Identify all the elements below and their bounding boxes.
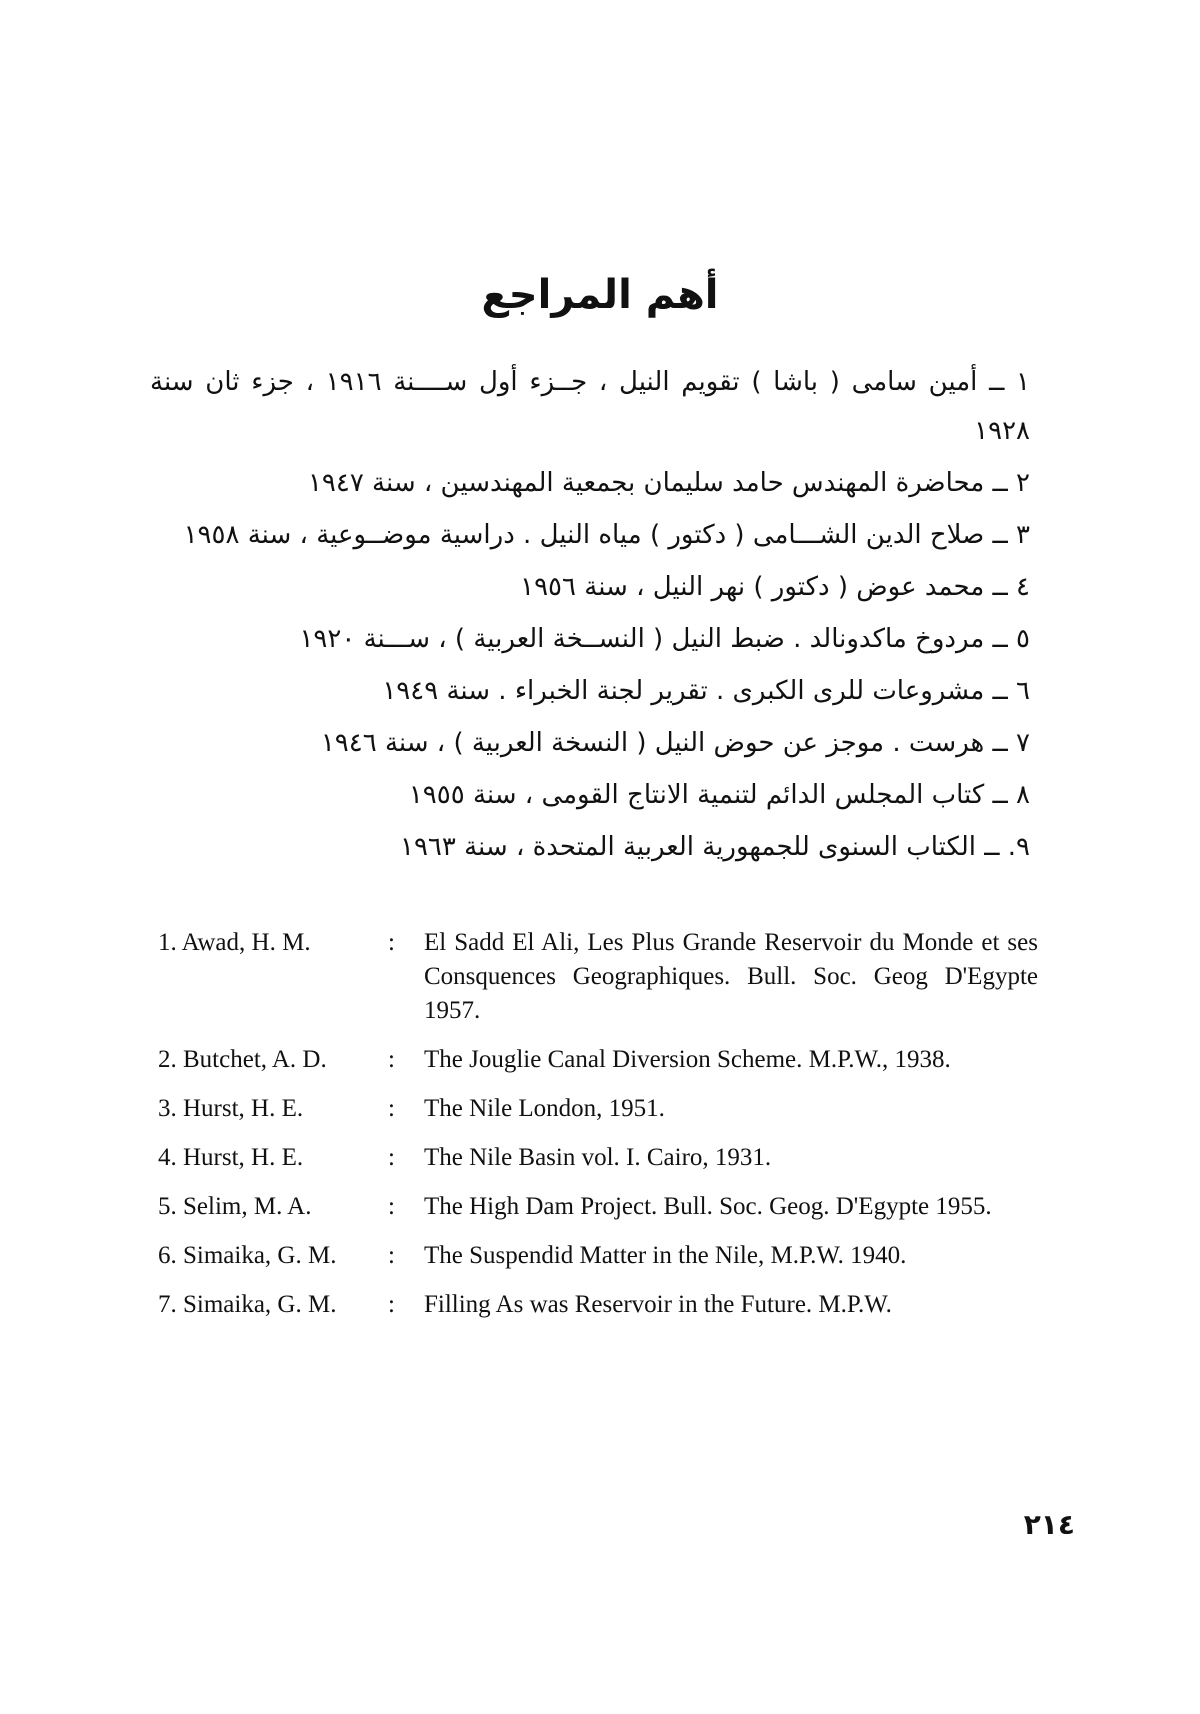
reference-colon: : bbox=[388, 1095, 395, 1122]
reference-title: Filling As was Reservoir in the Future. M.P.W. bbox=[424, 1291, 892, 1318]
reference-colon: : bbox=[388, 1193, 395, 1220]
arabic-reference-7: ٧ ــ هرست . موجز عن حوض النيل ( النسخة العربية ) ، سنة ١٩٤٦ bbox=[320, 728, 1030, 758]
reference-author: 5. Selim, M. A. bbox=[158, 1193, 312, 1220]
reference-author: 7. Simaika, G. M. bbox=[158, 1291, 337, 1318]
reference-title: The Nile London, 1951. bbox=[424, 1095, 665, 1122]
reference-author: 1. Awad, H. M. bbox=[158, 929, 311, 956]
reference-colon: : bbox=[388, 1144, 395, 1171]
english-reference bbox=[158, 1239, 1038, 1273]
english-reference bbox=[158, 1043, 1038, 1077]
arabic-reference-5: ٥ ــ مردوخ ماكدونالد . ضبط النيل ( النســخة العربية ) ، ســـنة ١٩٢٠ bbox=[299, 624, 1030, 654]
reference-author: 3. Hurst, H. E. bbox=[158, 1095, 304, 1122]
arabic-reference-3: ٣ ــ صلاح الدين الشـــامى ( دكتور ) مياه النيل . دراسية موضــوعية ، سنة ١٩٥٨ bbox=[183, 520, 1030, 550]
arabic-reference-1: ١ ــ أمين سامى ( باشا ) تقويم النيل ، جــزء أول ســــنة ١٩١٦ ، جزء ثان سنة ١٩٢٨ bbox=[150, 367, 1030, 446]
arabic-reference-4: ٤ ــ محمد عوض ( دكتور ) نهر النيل ، سنة ١٩٥٦ bbox=[520, 572, 1030, 602]
english-reference bbox=[158, 926, 1038, 1028]
reference-colon: : bbox=[388, 1242, 395, 1269]
reference-colon: : bbox=[388, 1291, 395, 1318]
arabic-reference-2: ٢ ــ محاضرة المهندس حامد سليمان بجمعية المهندسين ، سنة ١٩٤٧ bbox=[307, 468, 1030, 498]
reference-title: The High Dam Project. Bull. Soc. Geog. D'Egypte 1955. bbox=[424, 1193, 992, 1220]
reference-colon: : bbox=[388, 929, 395, 956]
reference-title: The Suspendid Matter in the Nile, M.P.W. 1940. bbox=[424, 1242, 907, 1269]
arabic-reference-6: ٦ ــ مشروعات للرى الكبرى . تقرير لجنة الخبراء . سنة ١٩٤٩ bbox=[382, 676, 1030, 706]
reference-colon: : bbox=[388, 1046, 395, 1073]
english-reference bbox=[158, 1288, 1038, 1322]
reference-title: The Nile Basin vol. I. Cairo, 1931. bbox=[424, 1144, 772, 1171]
reference-author: 6. Simaika, G. M. bbox=[158, 1242, 337, 1269]
arabic-reference-9: ٩. ــ الكتاب السنوى للجمهورية العربية المتحدة ، سنة ١٩٦٣ bbox=[399, 832, 1030, 862]
english-references-list bbox=[158, 926, 1038, 1337]
reference-author: 4. Hurst, H. E. bbox=[158, 1144, 304, 1171]
reference-title: El Sadd El Ali, Les Plus Grande Reservoir du Monde et ses Consquences Geographiques. Bull. Soc. Geog D'Egypte 1957. bbox=[424, 929, 1038, 1024]
reference-author: 2. Butchet, A. D. bbox=[158, 1046, 327, 1073]
reference-title: The Jouglie Canal Diversion Scheme. M.P.W., 1938. bbox=[424, 1046, 951, 1073]
arabic-reference-8: ٨ ــ كتاب المجلس الدائم لتنمية الانتاج القومى ، سنة ١٩٥٥ bbox=[408, 780, 1030, 810]
arabic-references-list bbox=[150, 358, 1030, 875]
page-title: أهم المراجع bbox=[481, 272, 719, 318]
english-reference bbox=[158, 1141, 1038, 1175]
page-number: ٢١٤ bbox=[1023, 1508, 1075, 1541]
english-reference bbox=[158, 1092, 1038, 1126]
english-reference bbox=[158, 1190, 1038, 1224]
